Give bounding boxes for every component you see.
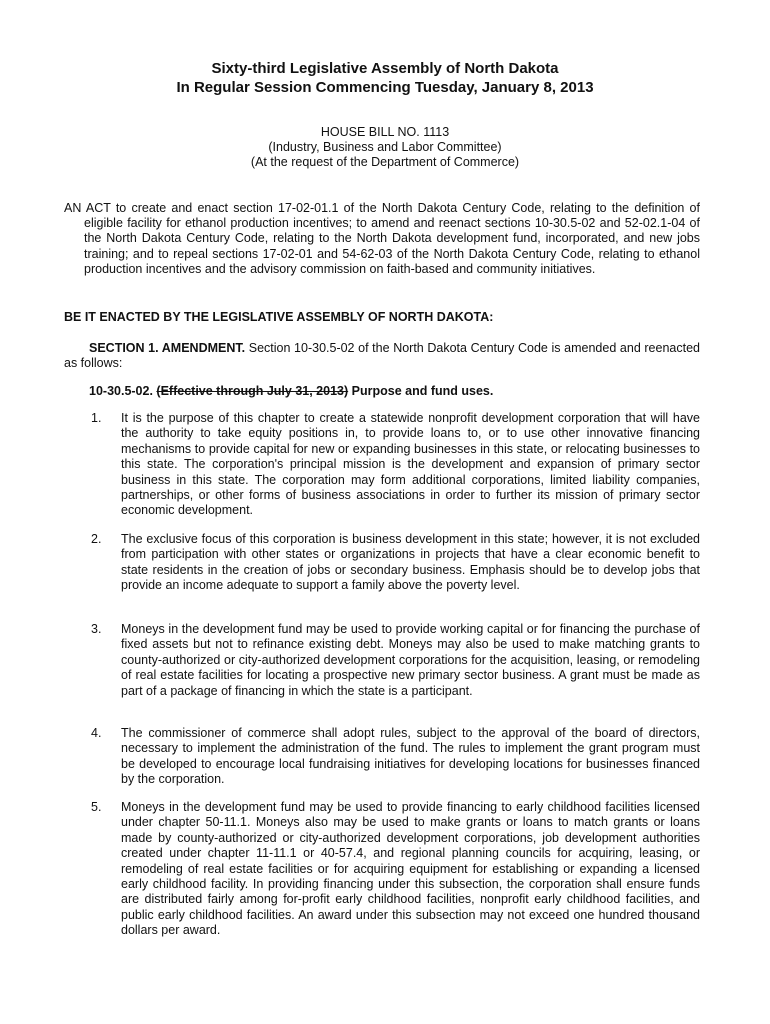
statute-title: Purpose and fund uses. [351,384,494,398]
request-note: (At the request of the Department of Commerce) [250,155,520,169]
act-title-paragraph: AN ACT to create and enact section 17-02-01.1 of the North Dakota Century Code, relating to the definition of eligible facility for ethanol production incentives; to amend and reenact sections 10-30.5-02 and 52-02.1-04 of the North Dakota Century Code, relating to the North Dakota development fund, incorporated, and new jobs training; and to repeal sections 17-02-01 and 54-62-03 of the North Dakota Century Code, relating to ethanol production incentives and the advisory commission on faith-based and community initiatives. [64,201,700,276]
list-item-number: 4. [91,726,102,740]
statute-heading [89,384,493,399]
list-item-text: Moneys in the development fund may be used to provide financing to early childhood facilities licensed under chapter 50-11.1. Moneys also may be used to make grants or loans to match grants or loans made by county-authorized or city-authorized development corporations, job development authorities created under chapter 11-11.1 or 40-57.4, and regional planning councils for acquiring, leasing, or remodeling of real estate facilities or for acquiring equipment for establishing or expanding a licensed early childhood facility. In providing financing under this subsection, the corporation shall ensure funds are distributed fairly among for-profit early childhood facilities, nonprofit early childhood facilities, and public early childhood facilities. An award under this subsection may not exceed one hundred thousand dollars per award. [121,800,700,938]
list-item-text: Moneys in the development fund may be used to provide working capital or for financing the purchase of fixed assets but not to refinance existing debt. Moneys may also be used to make matching grants to county-authorized or city-authorized development corporations for the acquisition, leasing, or remodeling of real estate facilities for locating a prospective new primary sector business. A grant must be made as part of a package of financing in which the state is a participant. [121,622,700,698]
list-item-text: It is the purpose of this chapter to create a statewide nonprofit development corporation that will have the authority to take equity positions in, to provide loans to, or to use other innovative financing mechanisms to provide capital for new or expanding businesses in this state, or relocating businesses to this state. The corporation's principal mission is the development and expansion of primary sector business in this state. The corporation may form additional corporations, limited liability companies, partnerships, or other forms of business associations in order to further its mission of primary sector economic development. [121,411,700,518]
list-item-number: 2. [91,532,102,546]
bill-number: HOUSE BILL NO. 1113 [320,125,450,139]
statute-number: 10-30.5-02. [89,384,153,398]
list-item-number: 5. [91,800,102,814]
enacting-clause: BE IT ENACTED BY THE LEGISLATIVE ASSEMBLY OF NORTH DAKOTA: [64,310,494,324]
section-1-paragraph [64,341,700,371]
section-1-heading: SECTION 1. AMENDMENT. [89,341,246,355]
list-item-text: The commissioner of commerce shall adopt rules, subject to the approval of the board of directors, necessary to implement the administration of the fund. The rules to implement the grant program must be developed to encourage local fundraising initiatives for developing locations for businesses financed by the corporation. [121,726,700,787]
session-title: In Regular Session Commencing Tuesday, January 8, 2013 [176,79,594,96]
assembly-title: Sixty-third Legislative Assembly of North Dakota [211,60,559,77]
struck-effective-date: (Effective through July 31, 2013) [156,384,349,398]
list-item-number: 3. [91,622,102,636]
list-item-text: The exclusive focus of this corporation is business development in this state; however, it is not excluded from participation with other states or organizations in projects that have a clear economic benefit to state residents in the creation of jobs or secondary business. Emphasis should be to develop jobs that provide an income adequate to support a family above the poverty level. [121,532,700,593]
section-1-text: Section 10-30.5-02 of the North Dakota Century Code is amended and reenacted as follows: [64,341,700,371]
committee-name: (Industry, Business and Labor Committee) [268,140,502,154]
list-item-number: 1. [91,411,102,425]
